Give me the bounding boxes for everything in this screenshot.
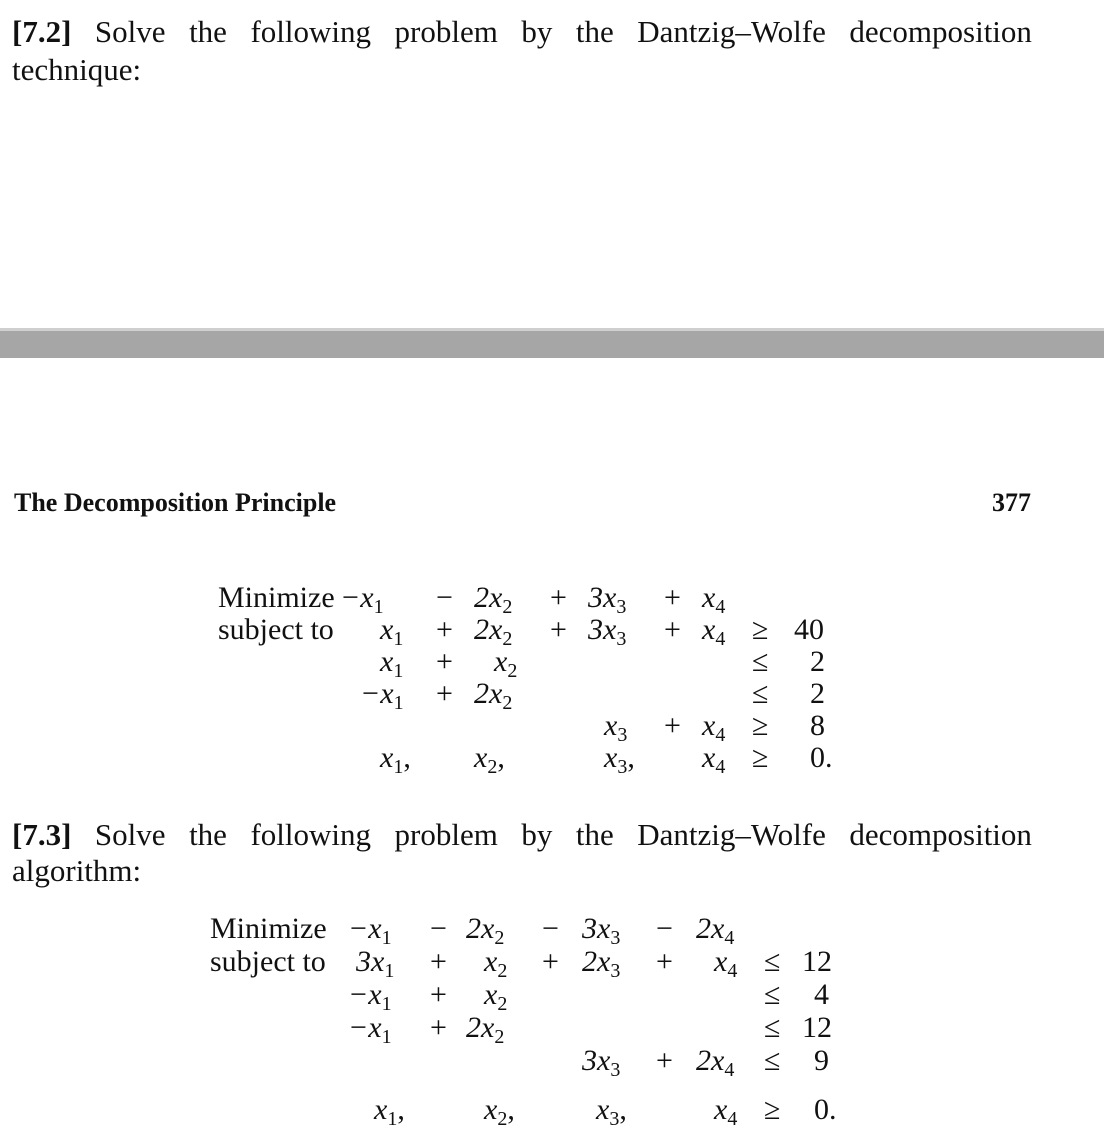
term-x1-coef: x xyxy=(380,613,394,646)
term-x3 xyxy=(588,613,627,650)
op-sign: + xyxy=(542,945,559,978)
relation-sign: ≤ xyxy=(764,1011,781,1044)
term-x1-index: 1 xyxy=(381,1026,392,1048)
term-x2-coef: x xyxy=(484,945,498,978)
obj-term-x3 xyxy=(588,581,627,618)
obj-term-x4 xyxy=(702,581,726,618)
op-sign: + xyxy=(430,1011,447,1044)
rhs-value: 2 xyxy=(810,645,825,678)
term-x2 xyxy=(474,613,513,650)
rhs-value: 2 xyxy=(810,677,825,710)
term-x3-coef: x xyxy=(604,709,618,742)
word: Dantzig–Wolfe xyxy=(637,14,826,49)
term-x1-index: 1 xyxy=(384,960,395,982)
word: decomposition xyxy=(849,14,1032,49)
term-x3-index: 3 xyxy=(610,960,621,982)
term-x4-coef: x xyxy=(702,709,716,742)
term-x2 xyxy=(466,1011,505,1048)
op-sign: + xyxy=(656,945,673,978)
term-x3-coef: 2x xyxy=(582,945,611,978)
op-sign: + xyxy=(550,581,567,614)
comma: , xyxy=(507,1093,515,1126)
term-x1-index: 1 xyxy=(381,993,392,1015)
word: by xyxy=(521,14,553,49)
obj-term-x2-index: 2 xyxy=(502,596,513,618)
op-sign: − xyxy=(542,912,559,945)
nonneg-x1-index: 1 xyxy=(393,756,404,778)
word: problem xyxy=(394,14,498,49)
comma: , xyxy=(619,1093,627,1126)
obj-term-x2-coef: 2x xyxy=(466,912,495,945)
op-sign: − xyxy=(436,581,453,614)
page-divider xyxy=(0,328,1104,358)
rhs-value: 12 xyxy=(802,945,832,978)
rhs-value: 4 xyxy=(814,978,829,1011)
term-x1 xyxy=(348,1011,392,1048)
word: by xyxy=(521,817,553,852)
op-sign: + xyxy=(664,613,681,646)
op-sign: + xyxy=(436,677,453,710)
term-x4-index: 4 xyxy=(727,960,738,982)
term-x3 xyxy=(582,945,621,982)
problem-7-2-line2: technique: xyxy=(12,52,142,87)
nonneg-x3-index: 3 xyxy=(609,1108,620,1130)
op-sign: − xyxy=(430,912,447,945)
relation-sign: ≥ xyxy=(764,1093,781,1126)
nonneg-x4-index: 4 xyxy=(715,756,726,778)
comma: , xyxy=(403,741,411,774)
term-x2-coef: 2x xyxy=(474,677,503,710)
nonneg-x3 xyxy=(596,1093,627,1130)
nonneg-x1-index: 1 xyxy=(387,1108,398,1130)
term-x2-coef: x xyxy=(484,978,498,1011)
nonneg-x3-index: 3 xyxy=(617,756,628,778)
obj-term-x4-index: 4 xyxy=(715,596,726,618)
nonneg-x3-coef: x xyxy=(604,741,618,774)
term-x4-coef: 2x xyxy=(696,1044,725,1077)
term-x2-index: 2 xyxy=(494,1026,505,1048)
nonneg-x4-index: 4 xyxy=(727,1108,738,1130)
problem-7-3-line1 xyxy=(12,817,1032,853)
relation-sign: ≥ xyxy=(752,613,769,646)
obj-term-x4-coef: 2x xyxy=(696,912,725,945)
rhs-value: 12 xyxy=(802,1011,832,1044)
nonneg-x2 xyxy=(474,741,505,778)
term-x1-coef: −x xyxy=(360,677,394,710)
word: the xyxy=(189,14,227,49)
nonneg-x2-index: 2 xyxy=(487,756,498,778)
term-x4-coef: x xyxy=(714,945,728,978)
word: Solve xyxy=(94,817,166,852)
problem-7-3-line2: algorithm: xyxy=(12,853,142,888)
nonneg-x1-coef: x xyxy=(374,1093,388,1126)
comma: , xyxy=(497,741,505,774)
relation-sign: ≤ xyxy=(764,1044,781,1077)
obj-term-x3 xyxy=(582,912,621,949)
word: the xyxy=(575,817,614,852)
op-sign: + xyxy=(430,978,447,1011)
op-sign: + xyxy=(664,581,681,614)
term-x4 xyxy=(702,709,726,746)
word: following xyxy=(250,14,372,49)
term-x3-index: 3 xyxy=(610,1059,621,1081)
word: decomposition xyxy=(849,817,1032,852)
op-sign: + xyxy=(436,645,453,678)
term-x1-coef: −x xyxy=(348,978,382,1011)
term-x3-coef: 3x xyxy=(588,613,617,646)
term-x4-coef: x xyxy=(702,613,716,646)
term-x1 xyxy=(380,613,404,650)
obj-term-x4-coef: x xyxy=(702,581,716,614)
obj-term-x2-index: 2 xyxy=(494,927,505,949)
op-sign: + xyxy=(664,709,681,742)
problem-7-3-number: [7.3] xyxy=(12,817,72,852)
rhs-value: 0. xyxy=(810,741,833,774)
term-x2 xyxy=(474,677,513,714)
term-x3-index: 3 xyxy=(616,628,627,650)
term-x4 xyxy=(696,1044,735,1081)
obj-term-x1-index: 1 xyxy=(373,596,384,618)
label-subject-to: subject to xyxy=(218,613,334,646)
op-sign: − xyxy=(656,912,673,945)
word: Dantzig–Wolfe xyxy=(637,817,826,852)
term-x2-index: 2 xyxy=(502,628,513,650)
label-minimize: Minimize xyxy=(210,912,327,945)
op-sign: + xyxy=(550,613,567,646)
term-x4 xyxy=(714,945,738,982)
nonneg-x2-coef: x xyxy=(474,741,488,774)
obj-term-x1-coef: −x xyxy=(348,912,382,945)
obj-term-x4-index: 4 xyxy=(724,927,735,949)
term-x2 xyxy=(494,645,518,682)
word: the xyxy=(575,14,614,49)
rhs-value: 40 xyxy=(794,613,824,646)
nonneg-x2 xyxy=(484,1093,515,1130)
word: following xyxy=(250,817,372,852)
term-x1-coef: −x xyxy=(348,1011,382,1044)
term-x4-index: 4 xyxy=(715,724,726,746)
term-x2-index: 2 xyxy=(502,692,513,714)
relation-sign: ≤ xyxy=(764,945,781,978)
nonneg-x1 xyxy=(374,1093,405,1130)
nonneg-x4-coef: x xyxy=(714,1093,728,1126)
nonneg-x4 xyxy=(714,1093,738,1130)
term-x2-coef: 2x xyxy=(466,1011,495,1044)
op-sign: + xyxy=(430,945,447,978)
term-x1 xyxy=(356,945,395,982)
obj-term-x1-coef: −x xyxy=(340,581,374,614)
term-x1-index: 1 xyxy=(393,692,404,714)
obj-term-x1-index: 1 xyxy=(381,927,392,949)
word: Solve xyxy=(94,14,166,49)
obj-term-x2-coef: 2x xyxy=(474,581,503,614)
term-x2-index: 2 xyxy=(497,993,508,1015)
label-minimize: Minimize xyxy=(218,581,335,614)
obj-term-x1 xyxy=(340,581,384,618)
word: the xyxy=(189,817,227,852)
nonneg-x1-coef: x xyxy=(380,741,394,774)
problem-7-2-number: [7.2] xyxy=(12,14,72,49)
term-x3-index: 3 xyxy=(617,724,628,746)
term-x2-index: 2 xyxy=(497,960,508,982)
page-number: 377 xyxy=(992,488,1031,517)
term-x1-index: 1 xyxy=(393,660,404,682)
nonneg-x2-index: 2 xyxy=(497,1108,508,1130)
term-x3-coef: 3x xyxy=(582,1044,611,1077)
comma: , xyxy=(397,1093,405,1126)
term-x3 xyxy=(582,1044,621,1081)
obj-term-x2 xyxy=(466,912,505,949)
term-x2 xyxy=(484,945,508,982)
nonneg-x2-coef: x xyxy=(484,1093,498,1126)
obj-term-x3-index: 3 xyxy=(616,596,627,618)
word: problem xyxy=(394,817,498,852)
obj-term-x3-index: 3 xyxy=(610,927,621,949)
term-x3 xyxy=(604,709,628,746)
nonneg-x4-coef: x xyxy=(702,741,716,774)
relation-sign: ≥ xyxy=(752,741,769,774)
nonneg-x1 xyxy=(380,741,411,778)
term-x4-index: 4 xyxy=(724,1059,735,1081)
term-x1-coef: x xyxy=(380,645,394,678)
relation-sign: ≤ xyxy=(752,677,769,710)
nonneg-x4 xyxy=(702,741,726,778)
term-x4-index: 4 xyxy=(715,628,726,650)
rhs-value: 0. xyxy=(814,1093,837,1126)
term-x1 xyxy=(360,677,404,714)
page-header-title: The Decomposition Principle xyxy=(14,488,337,517)
relation-sign: ≤ xyxy=(752,645,769,678)
obj-term-x2 xyxy=(474,581,513,618)
term-x2-coef: 2x xyxy=(474,613,503,646)
comma: , xyxy=(627,741,635,774)
term-x1 xyxy=(380,645,404,682)
nonneg-x3-coef: x xyxy=(596,1093,610,1126)
op-sign: + xyxy=(656,1044,673,1077)
term-x1 xyxy=(348,978,392,1015)
label-subject-to: subject to xyxy=(210,945,326,978)
term-x4 xyxy=(702,613,726,650)
rhs-value: 8 xyxy=(810,709,825,742)
page-divider-edge xyxy=(0,328,1104,331)
term-x2-coef: x xyxy=(494,645,508,678)
term-x1-index: 1 xyxy=(393,628,404,650)
relation-sign: ≤ xyxy=(764,978,781,1011)
obj-term-x3-coef: 3x xyxy=(582,912,611,945)
relation-sign: ≥ xyxy=(752,709,769,742)
obj-term-x1 xyxy=(348,912,392,949)
problem-7-2-line1 xyxy=(12,14,1032,50)
obj-term-x4 xyxy=(696,912,735,949)
nonneg-x3 xyxy=(604,741,635,778)
obj-term-x3-coef: 3x xyxy=(588,581,617,614)
term-x2 xyxy=(484,978,508,1015)
term-x1-coef: 3x xyxy=(356,945,385,978)
op-sign: + xyxy=(436,613,453,646)
rhs-value: 9 xyxy=(814,1044,829,1077)
term-x2-index: 2 xyxy=(507,660,518,682)
